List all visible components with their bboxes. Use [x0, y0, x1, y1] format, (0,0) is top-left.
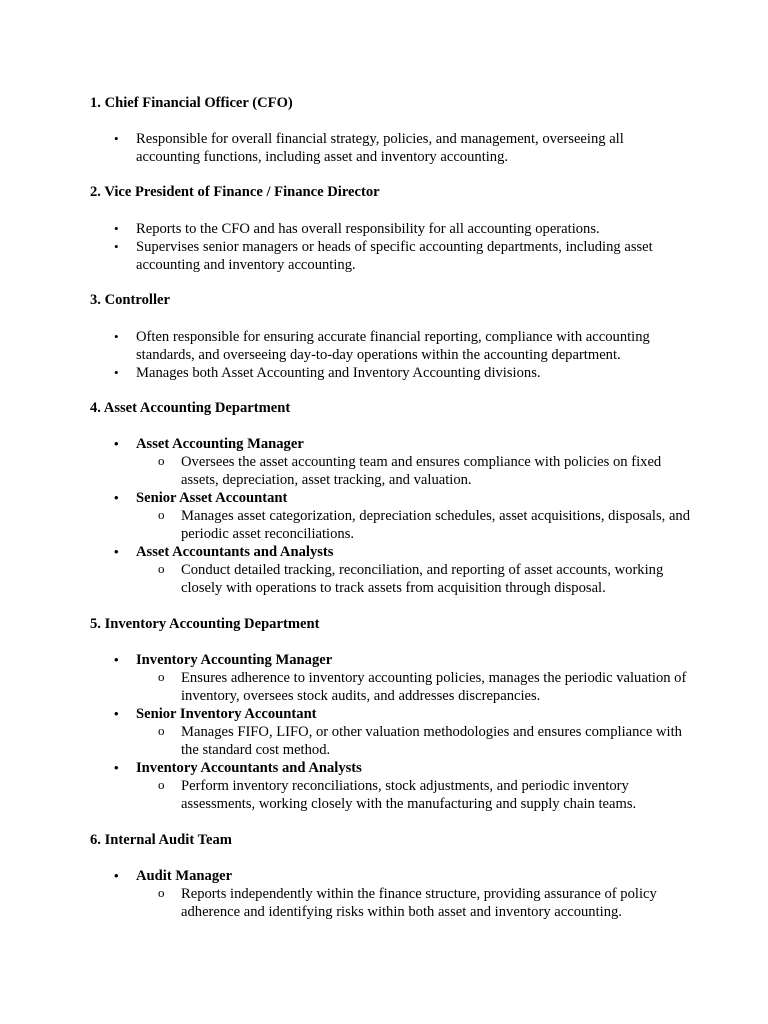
section-heading: 5. Inventory Accounting Department: [90, 616, 320, 632]
role-description: [158, 669, 691, 705]
role-item: [114, 651, 681, 669]
bullet-item: [114, 238, 681, 274]
role-description: [158, 561, 691, 597]
role-name: Senior Asset Accountant: [136, 490, 288, 506]
circle-bullet-icon: o: [158, 885, 165, 900]
bullet-text: Supervises senior managers or heads of specific accounting departments, including asset accounting and inventory accounting.: [136, 239, 653, 273]
role-description-text: Ensures adherence to inventory accounting policies, manages the periodic valuation of inventory, oversees stock audits, and addresses discrepancies.: [181, 670, 687, 704]
role-item: [114, 759, 681, 777]
section-heading: 4. Asset Accounting Department: [90, 400, 291, 416]
role-description-text: Oversees the asset accounting team and ensures compliance with policies on fixed assets, depreciation, asset tracking, and valuation.: [181, 454, 662, 488]
bullet-icon: •: [114, 868, 119, 883]
role-description-text: Manages asset categorization, depreciation schedules, asset acquisitions, disposals, and periodic asset reconciliations.: [181, 508, 691, 542]
bullet-icon: •: [114, 706, 119, 721]
role-description: [158, 507, 691, 543]
bullet-text: Often responsible for ensuring accurate financial reporting, compliance with accounting standards, and overseeing day-to-day operations within the accounting department.: [136, 329, 650, 363]
role-item: [114, 435, 681, 453]
section-heading: 6. Internal Audit Team: [90, 832, 232, 848]
bullet-text: Manages both Asset Accounting and Inventory Accounting divisions.: [136, 365, 541, 381]
bullet-item: [114, 328, 681, 364]
section-heading: 1. Chief Financial Officer (CFO): [90, 95, 293, 111]
role-name: Asset Accountants and Analysts: [136, 544, 334, 560]
bullet-icon: •: [114, 239, 119, 254]
role-item: [114, 543, 681, 561]
bullet-item: [114, 364, 681, 382]
role-description-text: Conduct detailed tracking, reconciliation, and reporting of asset accounts, working closely with operations to track assets from acquisition through disposal.: [181, 562, 664, 596]
bullet-icon: •: [114, 436, 119, 451]
role-name: Inventory Accounting Manager: [136, 652, 333, 668]
role-item: [114, 489, 681, 507]
section-heading: 3. Controller: [90, 292, 170, 308]
circle-bullet-icon: o: [158, 669, 165, 684]
role-description: [158, 453, 691, 489]
bullet-icon: •: [114, 221, 119, 236]
circle-bullet-icon: o: [158, 777, 165, 792]
bullet-item: [114, 220, 681, 238]
role-name: Audit Manager: [136, 868, 233, 884]
bullet-icon: •: [114, 760, 119, 775]
bullet-icon: •: [114, 365, 119, 380]
role-item: [114, 705, 681, 723]
bullet-icon: •: [114, 490, 119, 505]
circle-bullet-icon: o: [158, 507, 165, 522]
role-description-text: Perform inventory reconciliations, stock adjustments, and periodic inventory assessments, working closely with the manufacturing and supply chain teams.: [181, 778, 637, 812]
bullet-icon: •: [114, 544, 119, 559]
bullet-text: Reports to the CFO and has overall responsibility for all accounting operations.: [136, 221, 600, 237]
bullet-text: Responsible for overall financial strategy, policies, and management, overseeing all accounting functions, including asset and inventory accounting.: [136, 131, 624, 165]
circle-bullet-icon: o: [158, 453, 165, 468]
role-name: Asset Accounting Manager: [136, 436, 304, 452]
bullet-item: [114, 130, 681, 166]
role-description: [158, 723, 691, 759]
role-name: Inventory Accountants and Analysts: [136, 760, 362, 776]
role-description: [158, 777, 691, 813]
circle-bullet-icon: o: [158, 723, 165, 738]
bullet-icon: •: [114, 131, 119, 146]
circle-bullet-icon: o: [158, 561, 165, 576]
section-heading: 2. Vice President of Finance / Finance Director: [90, 184, 380, 200]
role-name: Senior Inventory Accountant: [136, 706, 317, 722]
role-item: [114, 867, 681, 885]
role-description-text: Manages FIFO, LIFO, or other valuation methodologies and ensures compliance with the standard cost method.: [181, 724, 682, 758]
bullet-icon: •: [114, 329, 119, 344]
role-description-text: Reports independently within the finance structure, providing assurance of policy adherence and identifying risks within both asset and inventory accounting.: [181, 886, 657, 920]
bullet-icon: •: [114, 652, 119, 667]
role-description: [158, 885, 691, 921]
